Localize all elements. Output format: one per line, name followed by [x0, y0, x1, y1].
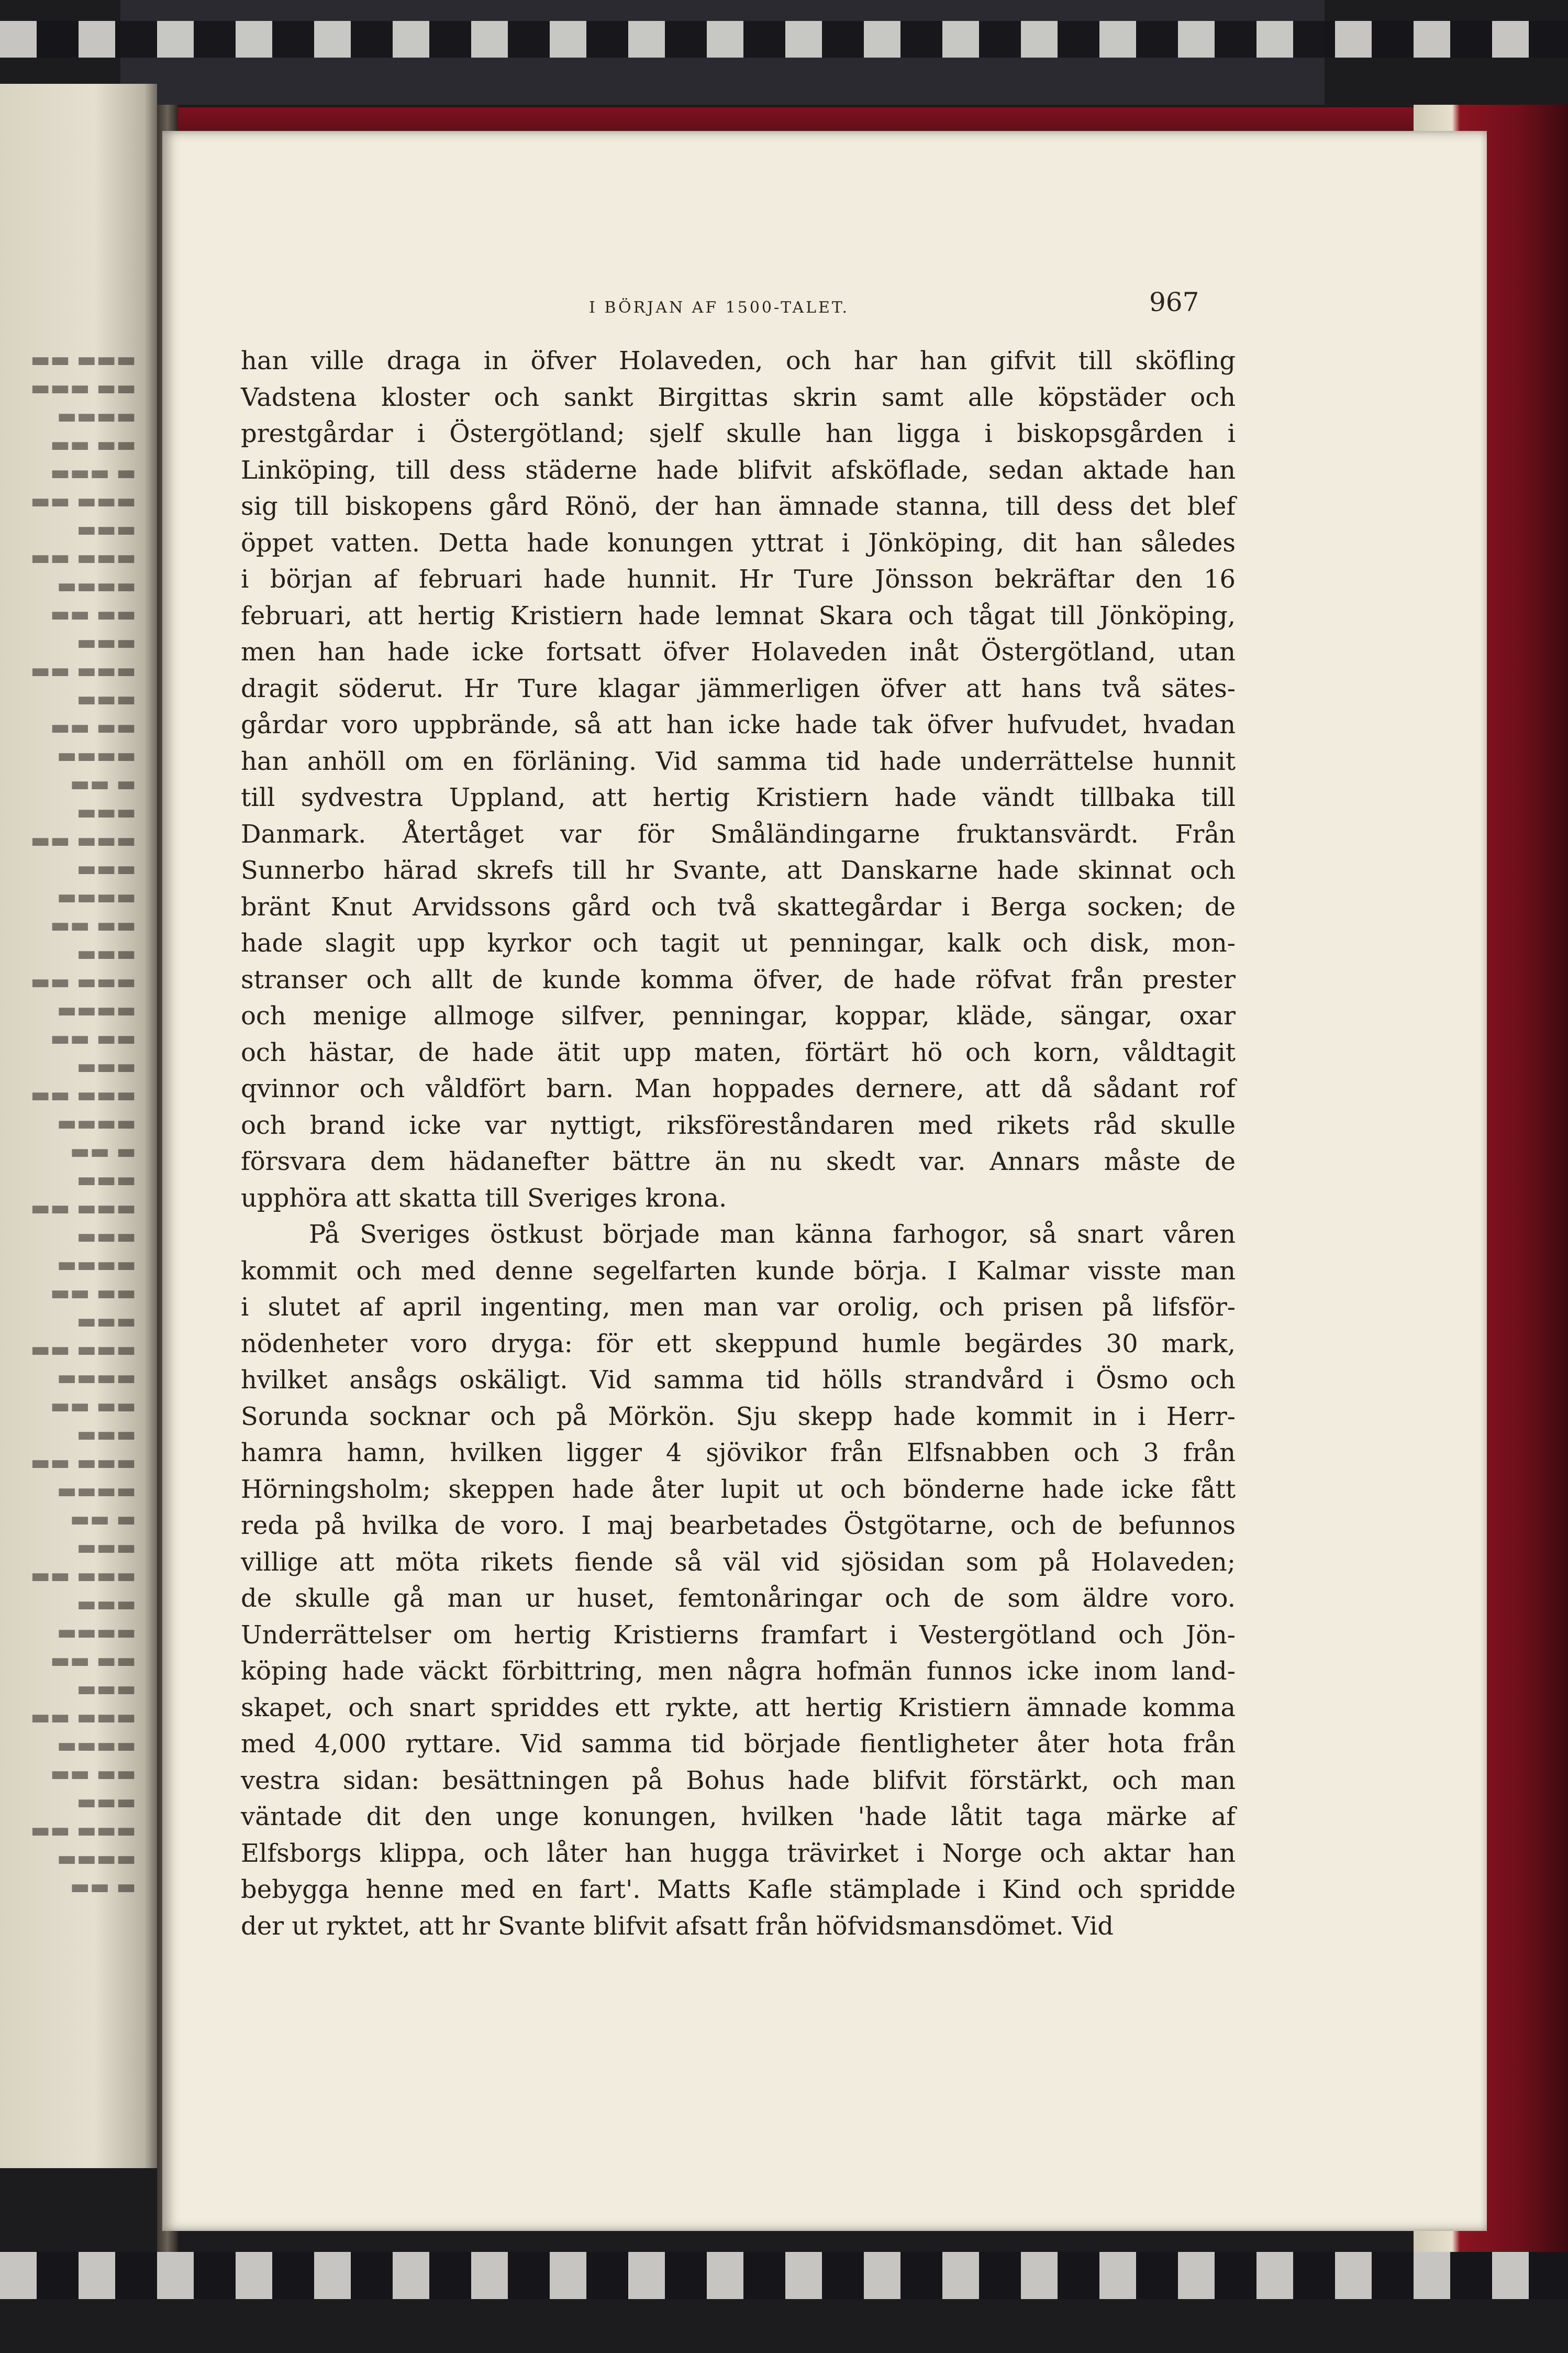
- text-line: med 4,000 ryttare. Vid samma tid började fientligheter åter hota från: [241, 1729, 1236, 1759]
- text-line: de skulle gå man ur huset, femtonåringar och de som äldre voro.: [241, 1584, 1236, 1613]
- facing-page-text-fragment: ▬▬ ▬▬▬ ▬▬▬ ▬▬ ▬▬▬▬ ▬▬ ▬▬ ▬▬▬ ▬ ▬▬ ▬▬▬ ▬▬▬ ▬▬ ▬▬▬ ▬▬▬▬ ▬▬ ▬▬ ▬▬▬ ▬▬ ▬▬▬ ▬▬▬ ▬▬ ▬▬ ▬▬▬▬ ▬▬ ▬ ▬▬▬ ▬▬ ▬▬▬ ▬▬▬ ▬▬▬▬ ▬▬ ▬▬ ▬▬▬ ▬▬ ▬▬▬ ▬▬▬▬ ▬▬ ▬▬ ▬▬▬ ▬▬ ▬▬▬ ▬▬▬▬ ▬▬ ▬ ▬▬▬ ▬▬ ▬▬▬ ▬▬▬ ▬▬▬▬ ▬▬ ▬▬ ▬▬▬ ▬▬ ▬▬▬ ▬▬▬▬ ▬▬ ▬▬ ▬▬▬ ▬▬ ▬▬▬ ▬▬▬▬ ▬▬ ▬ ▬▬▬ ▬▬ ▬▬▬ ▬▬▬ ▬▬▬▬ ▬▬ ▬▬ ▬▬▬ ▬▬ ▬▬▬ ▬▬▬▬ ▬▬ ▬▬ ▬▬▬ ▬▬ ▬▬▬ ▬▬▬▬ ▬▬ ▬: [30, 348, 136, 1899]
- text-line: hade slagit upp kyrkor och tagit ut penningar, kalk och disk, mon-: [241, 929, 1236, 958]
- checker-strip-bottom: [0, 2252, 1568, 2299]
- text-line: februari, att hertig Kristiern hade lemnat Skara och tågat till Jönköping,: [241, 601, 1236, 631]
- running-head: I BÖRJAN AF 1500-TALET.: [589, 299, 850, 317]
- text-line: till sydvestra Uppland, att hertig Kristiern hade vändt tillbaka till: [241, 783, 1236, 812]
- text-line: prestgårdar i Östergötland; sjelf skulle han ligga i biskopsgården i: [241, 419, 1236, 448]
- text-line: öppet vatten. Detta hade konungen yttrat i Jönköping, dit han således: [241, 528, 1236, 558]
- text-line: bebygga henne med en fart'. Matts Kafle stämplade i Kind och spridde: [241, 1875, 1236, 1904]
- text-line: Danmark. Återtåget var för Småländingarne fruktansvärdt. Från: [241, 819, 1236, 849]
- text-line: i början af februari hade hunnit. Hr Ture Jönsson bekräftar den 16: [241, 565, 1236, 594]
- text-line: villige att möta rikets fiende så väl vid sjösidan som på Holaveden;: [241, 1547, 1236, 1577]
- text-line: han anhöll om en förläning. Vid samma tid hade underrättelse hunnit: [241, 746, 1236, 776]
- facing-page-left: [0, 84, 157, 2168]
- body-text: [241, 343, 1236, 1945]
- text-line: väntade dit den unge konungen, hvilken 'hade låtit taga märke af: [241, 1802, 1236, 1831]
- text-line: skapet, och snart spriddes ett rykte, att hertig Kristiern ämnade komma: [241, 1693, 1236, 1722]
- text-line: gårdar voro uppbrände, så att han icke hade tak öfver hufvudet, hvadan: [241, 710, 1236, 739]
- text-line: köping hade väckt förbittring, men några hofmän funnos icke inom land-: [241, 1656, 1236, 1686]
- text-line: Hörningsholm; skeppen hade åter lupit ut och bönderne hade icke fått: [241, 1474, 1236, 1504]
- text-line: och brand icke var nyttigt, riksföreståndaren med rikets råd skulle: [241, 1110, 1236, 1140]
- text-line: nödenheter voro dryga: för ett skeppund humle begärdes 30 mark,: [241, 1329, 1236, 1358]
- text-line: men han hade icke fortsatt öfver Holaveden inåt Östergötland, utan: [241, 637, 1236, 667]
- text-line: kommit och med denne segelfarten kunde börja. I Kalmar visste man: [241, 1256, 1236, 1286]
- text-line: Underrättelser om hertig Kristierns framfart i Vestergötland och Jön-: [241, 1620, 1236, 1650]
- text-line: Linköping, till dess städerne hade blifvit afsköflade, sedan aktade han: [241, 455, 1236, 485]
- text-line: Elfsborgs klippa, och låter han hugga trävirket i Norge och aktar han: [241, 1838, 1236, 1868]
- text-line: Sorunda socknar och på Mörkön. Sju skepp hade kommit in i Herr-: [241, 1401, 1236, 1431]
- text-line: bränt Knut Arvidssons gård och två skattegårdar i Berga socken; de: [241, 892, 1236, 922]
- text-line: och hästar, de hade ätit upp maten, förtärt hö och korn, våldtagit: [241, 1037, 1236, 1067]
- text-line: och menige allmoge silfver, penningar, koppar, kläde, sängar, oxar: [241, 1001, 1236, 1031]
- text-line: han ville draga in öfver Holaveden, och har han gifvit till sköfling: [241, 346, 1236, 375]
- text-line: Vadstena kloster och sankt Birgittas skrin samt alle köpstäder och: [241, 382, 1236, 412]
- text-line: hvilket ansågs oskäligt. Vid samma tid hölls strandvård i Ösmo och: [241, 1365, 1236, 1395]
- text-line: i slutet af april ingenting, men man var orolig, och prisen på lifsför-: [241, 1293, 1236, 1322]
- text-line: reda på hvilka de voro. I maj bearbetades Östgötarne, och de befunnos: [241, 1511, 1236, 1540]
- text-line: På Sveriges östkust började man känna farhogor, så snart våren: [309, 1220, 1236, 1249]
- text-line: der ut ryktet, att hr Svante blifvit afsatt från höfvidsmansdömet. Vid: [241, 1911, 1114, 1941]
- text-line: hamra hamn, hvilken ligger 4 sjövikor från Elfsnabben och 3 från: [241, 1438, 1236, 1467]
- page-number: 967: [1149, 287, 1199, 317]
- text-line: Sunnerbo härad skrefs till hr Svante, att Danskarne hade skinnat och: [241, 856, 1236, 885]
- text-line: qvinnor och våldfört barn. Man hoppades dernere, att då sådant rof: [241, 1074, 1236, 1103]
- checker-strip-top: [0, 21, 1568, 58]
- text-line: upphöra att skatta till Sveriges krona.: [241, 1183, 727, 1213]
- text-line: försvara dem hädanefter bättre än nu skedt var. Annars måste de: [241, 1147, 1236, 1176]
- text-line: dragit söderut. Hr Ture klagar jämmerligen öfver att hans två sätes-: [241, 673, 1236, 703]
- text-line: vestra sidan: besättningen på Bohus hade blifvit förstärkt, och man: [241, 1765, 1236, 1795]
- text-line: sig till biskopens gård Rönö, der han ämnade stanna, till dess det blef: [241, 492, 1236, 521]
- text-line: stranser och allt de kunde komma öfver, de hade röfvat från prester: [241, 965, 1236, 995]
